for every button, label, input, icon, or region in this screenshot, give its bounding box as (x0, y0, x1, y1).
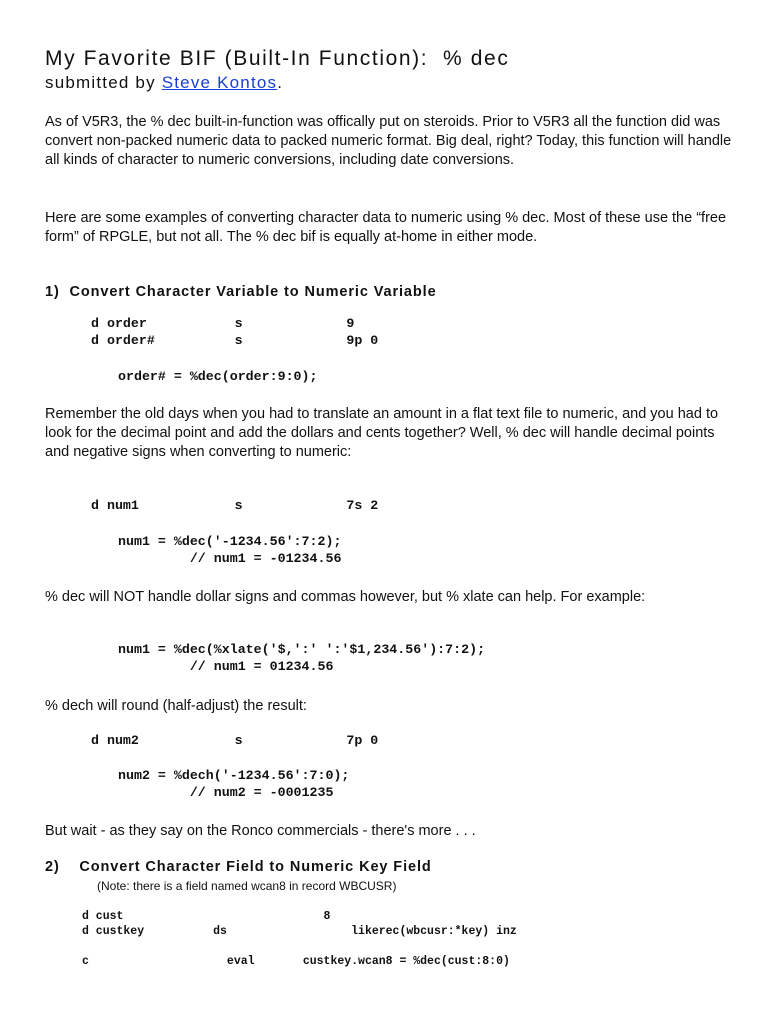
section-heading-1: 1) Convert Character Variable to Numeric Variable (45, 284, 437, 300)
intro-paragraph-1: As of V5R3, the % dec built-in-function was offically put on steroids. Prior to V5R3 all the function did was convert non-packed numeric data to packed numeric format. Big deal, right? Today, this function will handle all kinds of character to numeric conversions, including date conversions. (45, 114, 732, 168)
section-heading-2: 2) Convert Character Field to Numeric Key Field (45, 859, 432, 875)
code-xlate-example: num1 = %dec(%xlate('$,':' ':'$1,234.56'):7:2); // num1 = 01234.56 (118, 642, 486, 674)
code-declare-cust: d cust 8 d custkey ds likerec(wbcusr:*key) inz (82, 910, 517, 938)
intro-paragraph-2: Here are some examples of converting character data to numeric using % dec. Most of these use the “free form” of RPGLE, but not all. The % dec bif is equally at-home in either mode. (45, 210, 727, 245)
code-declare-num1: d num1 s 7s 2 (91, 498, 379, 513)
code-convert-num2: num2 = %dech('-1234.56':7:0); // num2 = -0001235 (118, 768, 350, 800)
code-convert-order: order# = %dec(order:9:0); (118, 369, 318, 384)
paragraph-old-days: Remember the old days when you had to translate an amount in a flat text file to numeric, and you had to look for the decimal point and add the dollars and cents together? Well, % dec will handle decimal points and negative signs when converting to numeric: (45, 406, 719, 460)
page-title: My Favorite BIF (Built-In Function): % dec (45, 47, 510, 70)
paragraph-dech: % dech will round (half-adjust) the result: (45, 698, 307, 714)
field-note: (Note: there is a field named wcan8 in record WBCUSR) (97, 879, 397, 893)
byline (45, 73, 283, 93)
byline-suffix: . (277, 73, 284, 92)
paragraph-xlate: % dec will NOT handle dollar signs and commas however, but % xlate can help. For example: (45, 589, 646, 605)
code-eval-custkey: c eval custkey.wcan8 = %dec(cust:8:0) (82, 955, 510, 968)
code-convert-num1: num1 = %dec('-1234.56':7:2); // num1 = -01234.56 (118, 534, 342, 566)
author-link[interactable]: Steve Kontos (161, 73, 278, 92)
code-declare-num2: d num2 s 7p 0 (91, 733, 379, 748)
paragraph-ronco: But wait - as they say on the Ronco commercials - there's more . . . (45, 823, 476, 839)
code-declare-order: d order s 9 d order# s 9p 0 (91, 316, 379, 348)
byline-prefix: submitted by (45, 73, 162, 92)
